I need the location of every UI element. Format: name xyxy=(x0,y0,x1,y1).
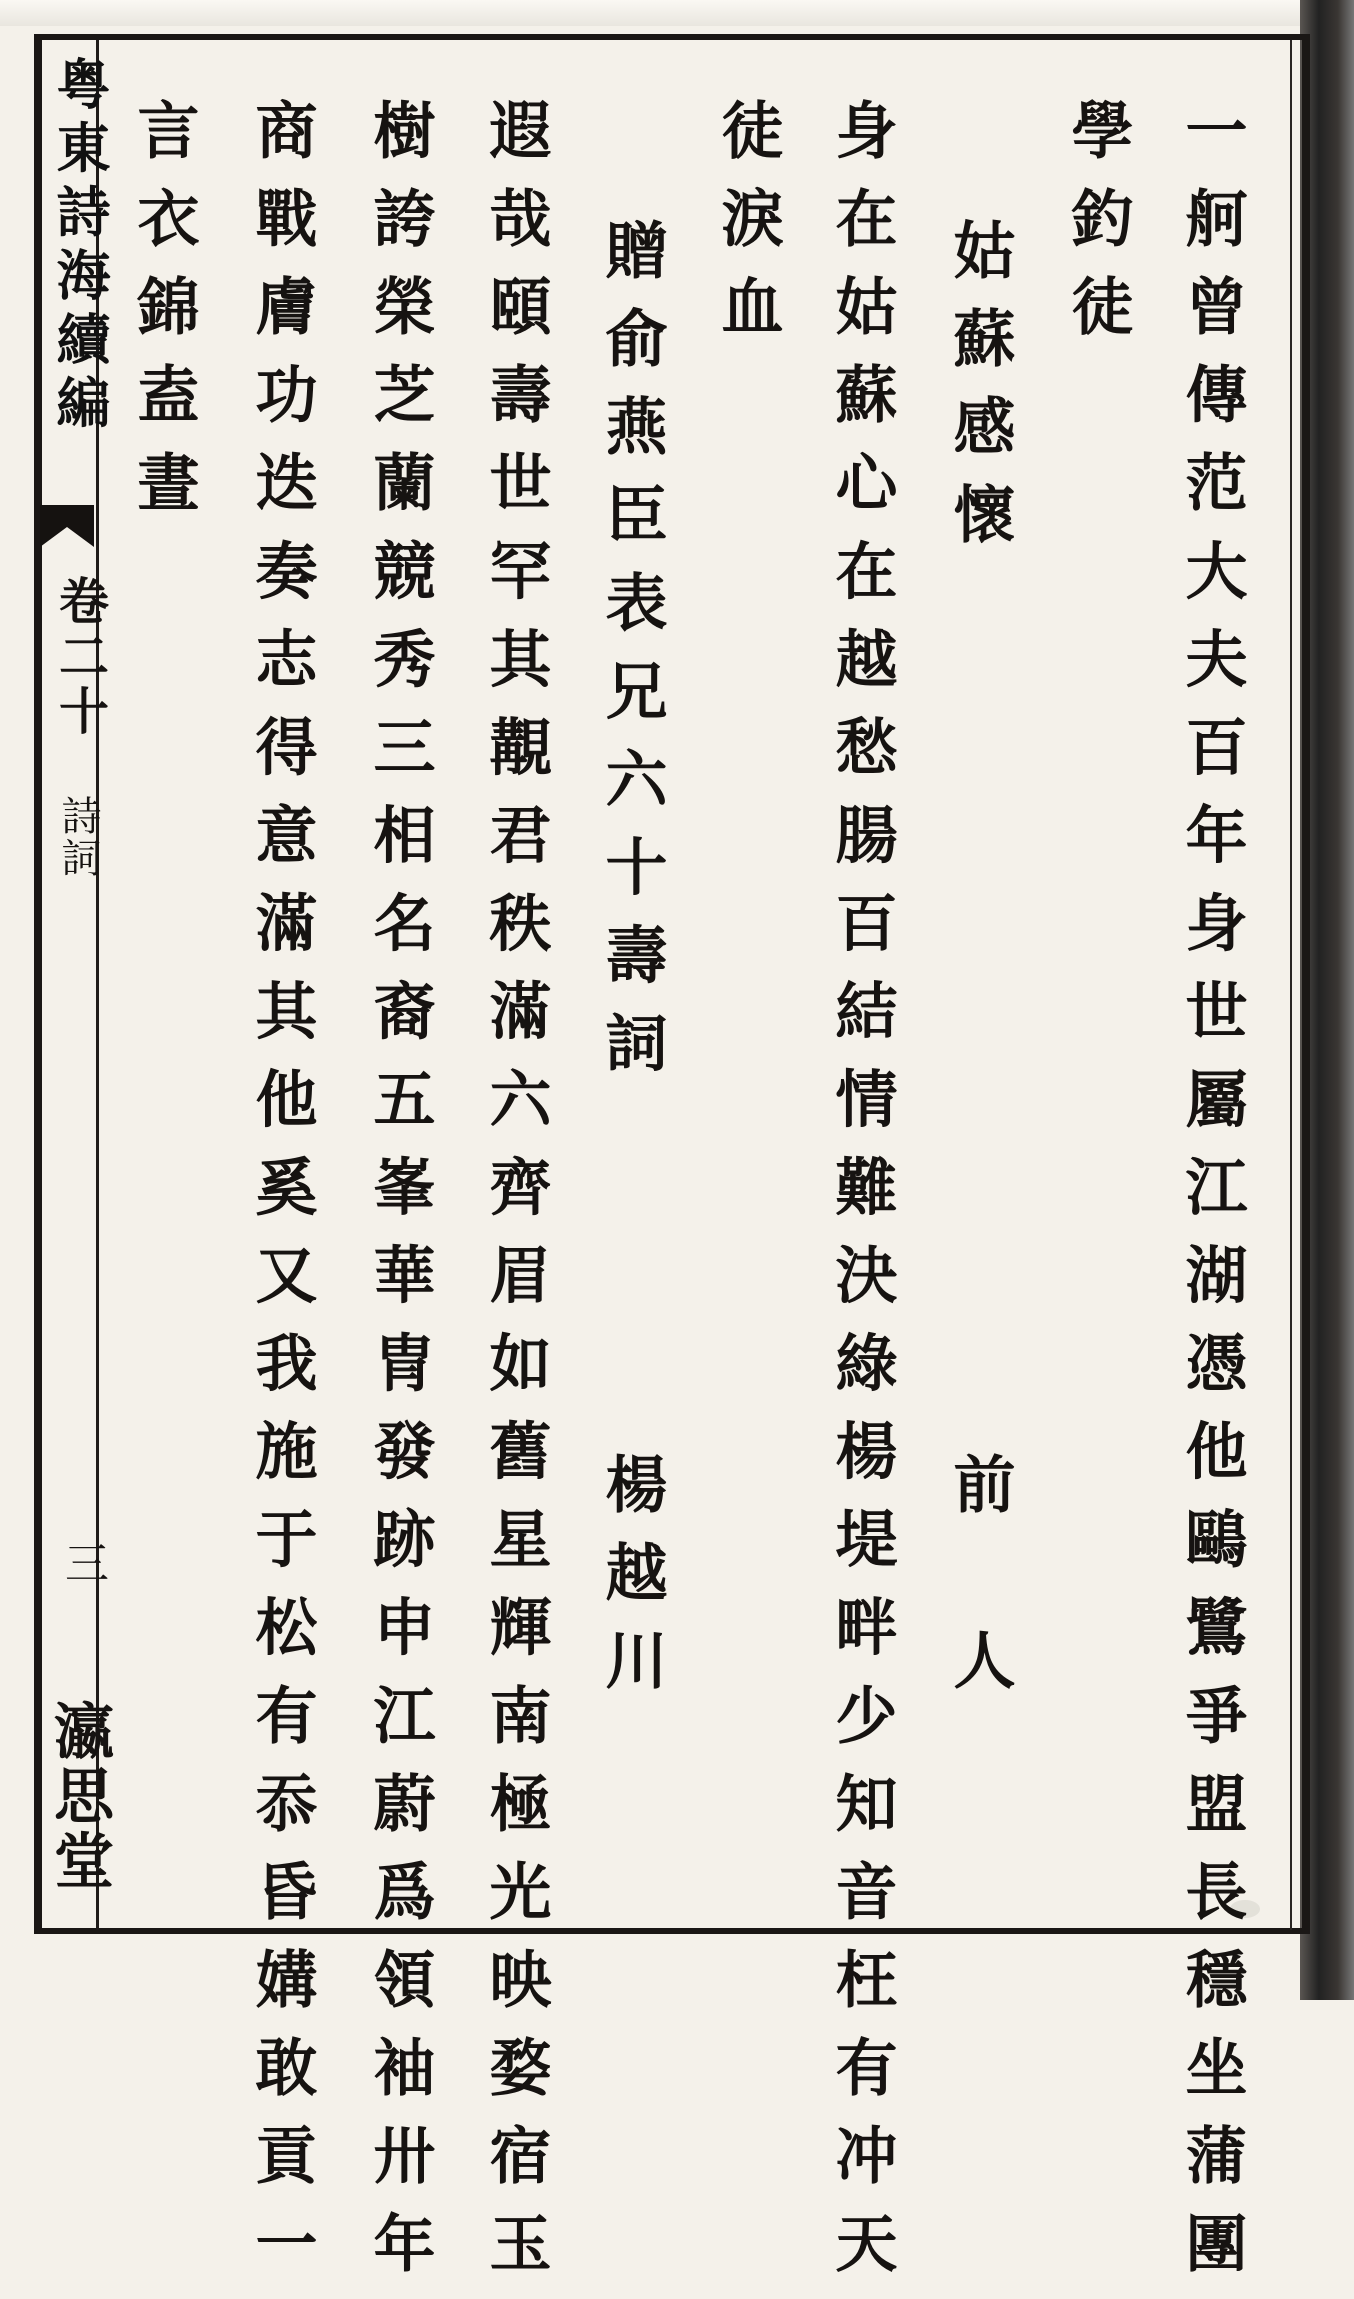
text-column-5: 身在姑蘇心在越愁腸百結情難決綠楊堤畔少知音枉有冲天 xyxy=(825,98,898,2299)
text-column-9: 遐哉頤壽世罕其覯君秩滿六齊眉如舊星輝南極光映婺宿玉 xyxy=(479,98,552,2299)
section-label: 詩詞 xyxy=(55,795,101,879)
text-column-11: 商戰膚功迭奏志得意滿其他奚又我施于松有忝昏媾敢貢一 xyxy=(245,98,318,2299)
publisher-hall: 瀛思堂 xyxy=(44,1700,114,1895)
poem-title-gusu: 姑蘇感懷 xyxy=(943,218,1016,571)
book-title: 粤東詩海續編 xyxy=(48,56,112,439)
page-number: 三 xyxy=(57,1540,108,1584)
text-column-2: 學釣徒 xyxy=(1061,98,1134,363)
text-column-1: 一舸曾傳范大夫百年身世屬江湖憑他鷗鷺爭盟長穩坐蒲團 xyxy=(1175,98,1248,2299)
author-yang-yuechuan: 楊越川 xyxy=(595,1452,668,1717)
frame-left-rule xyxy=(34,34,42,1934)
text-column-10: 樹誇榮芝蘭競秀三相名裔五峯華冑發跡申江蔚爲領袖卅年 xyxy=(363,98,436,2299)
scan-blemish xyxy=(1230,1900,1260,1918)
text-column-6: 徒淚血 xyxy=(711,98,784,363)
page-top-edge xyxy=(0,0,1354,26)
fishtail-mark-icon xyxy=(40,505,94,547)
inner-frame-rule xyxy=(1290,40,1292,1930)
frame-right-rule xyxy=(1302,34,1310,1934)
volume-label: 卷二十 xyxy=(51,575,110,740)
poem-title-birthday: 贈俞燕臣表兄六十壽詞 xyxy=(595,218,668,1099)
author-qianren: 前 人 xyxy=(943,1452,1016,1717)
text-column-12: 言衣錦盍晝 xyxy=(127,98,200,539)
